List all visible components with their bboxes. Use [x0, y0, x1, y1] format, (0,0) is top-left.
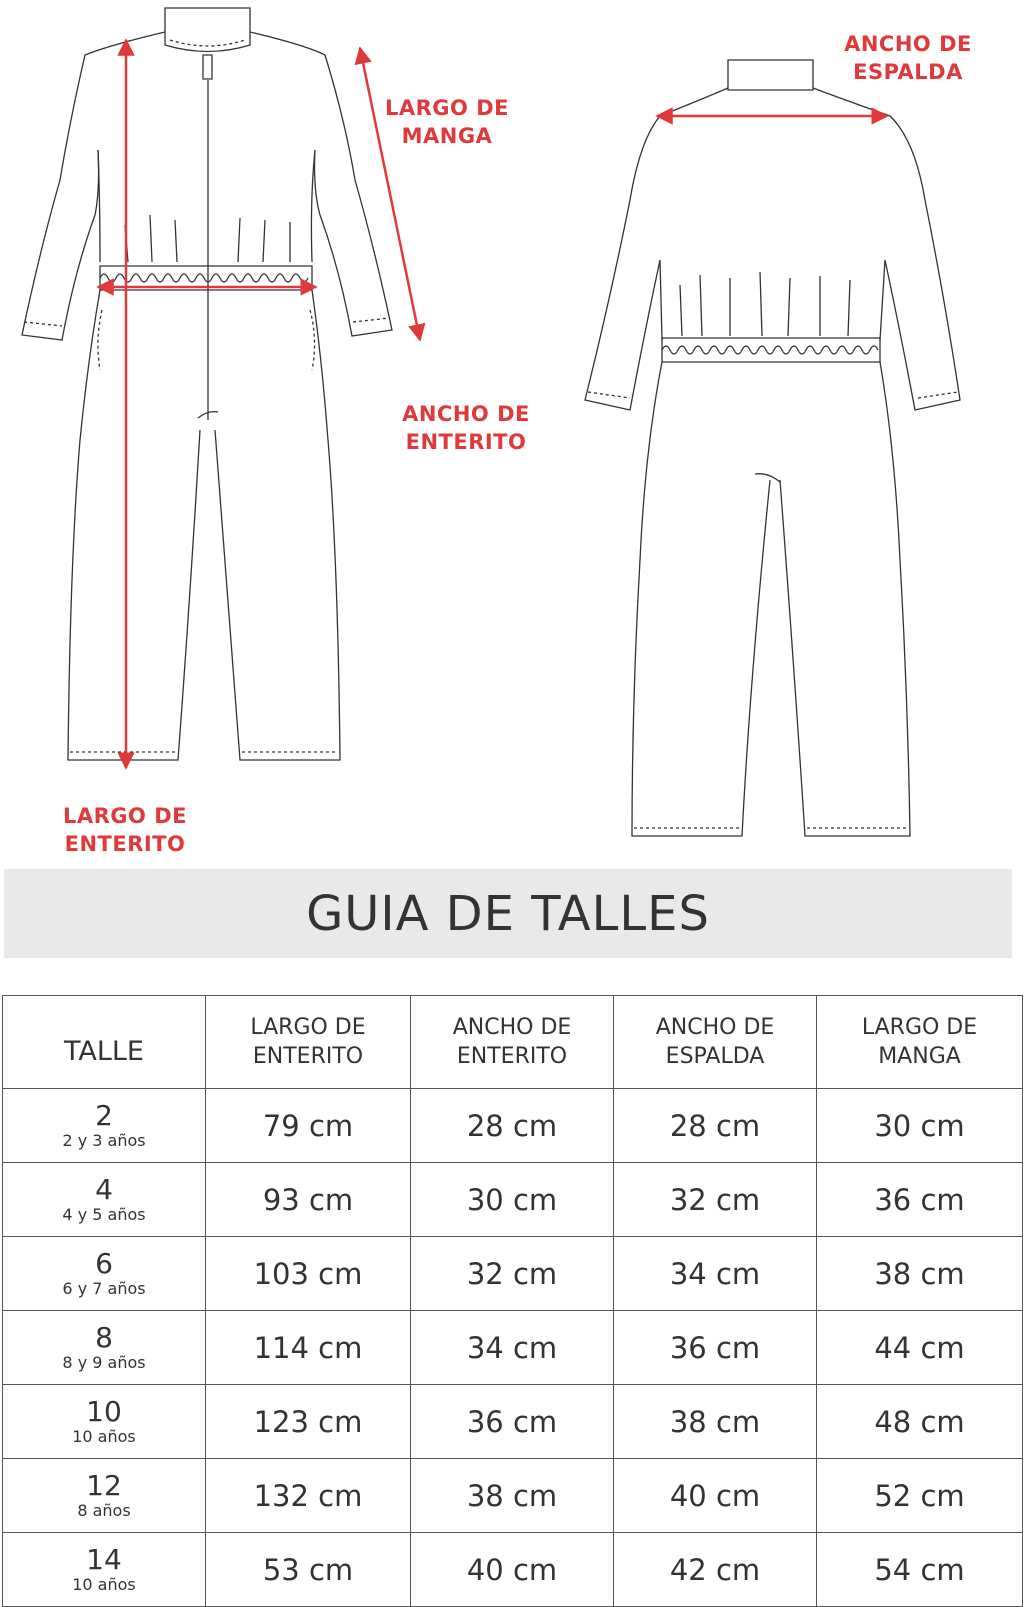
ancho-espalda-cell: 40 cm [614, 1459, 817, 1533]
ancho-enterito-cell: 40 cm [411, 1533, 614, 1607]
largo-manga-cell: 52 cm [817, 1459, 1023, 1533]
table-row [3, 1533, 1023, 1607]
largo-manga-cell: 44 cm [817, 1311, 1023, 1385]
label-largo-manga: LARGO DE MANGA [385, 96, 509, 148]
largo-manga-cell: 54 cm [817, 1533, 1023, 1607]
page-title: GUIA DE TALLES [306, 885, 710, 942]
table-row [3, 1459, 1023, 1533]
size-table [2, 995, 1023, 1607]
header-talle: TALLE [3, 996, 206, 1089]
talle-cell [3, 1533, 206, 1607]
largo-enterito-cell: 114 cm [206, 1311, 411, 1385]
largo-enterito-cell: 79 cm [206, 1089, 411, 1163]
size-number: 12 [86, 1468, 122, 1502]
talle-cell [3, 1459, 206, 1533]
ancho-espalda-cell: 36 cm [614, 1311, 817, 1385]
size-age: 8 y 9 años [62, 1352, 146, 1372]
size-age: 8 años [77, 1500, 131, 1520]
ancho-enterito-cell: 34 cm [411, 1311, 614, 1385]
talle-cell [3, 1237, 206, 1311]
largo-manga-cell: 36 cm [817, 1163, 1023, 1237]
label-ancho-enterito: ANCHO DE ENTERITO [402, 402, 530, 454]
largo-enterito-cell: 93 cm [206, 1163, 411, 1237]
label-ancho-espalda: ANCHO DE ESPALDA [844, 32, 972, 84]
table-row [3, 1163, 1023, 1237]
size-age: 10 años [72, 1574, 136, 1594]
table-row [3, 1385, 1023, 1459]
header-largo-manga: LARGO DE MANGA [817, 996, 1023, 1089]
front-view-jumpsuit [22, 8, 392, 760]
ancho-enterito-cell: 38 cm [411, 1459, 614, 1533]
back-view-jumpsuit [585, 60, 960, 836]
size-age: 2 y 3 años [62, 1130, 146, 1150]
ancho-espalda-cell: 38 cm [614, 1385, 817, 1459]
largo-manga-cell: 48 cm [817, 1385, 1023, 1459]
table-row [3, 1237, 1023, 1311]
size-number: 2 [95, 1098, 113, 1132]
size-age: 4 y 5 años [62, 1204, 146, 1224]
ancho-espalda-cell: 42 cm [614, 1533, 817, 1607]
table-header-row [3, 996, 1023, 1089]
size-number: 14 [86, 1542, 122, 1576]
ancho-enterito-cell: 36 cm [411, 1385, 614, 1459]
size-number: 6 [95, 1246, 113, 1280]
header-ancho-espalda: ANCHO DE ESPALDA [614, 996, 817, 1089]
size-number: 4 [95, 1172, 113, 1206]
ancho-enterito-cell: 30 cm [411, 1163, 614, 1237]
ancho-espalda-cell: 34 cm [614, 1237, 817, 1311]
talle-cell [3, 1311, 206, 1385]
largo-enterito-cell: 123 cm [206, 1385, 411, 1459]
ancho-espalda-cell: 32 cm [614, 1163, 817, 1237]
largo-manga-cell: 38 cm [817, 1237, 1023, 1311]
ancho-espalda-cell: 28 cm [614, 1089, 817, 1163]
header-ancho-enterito: ANCHO DE ENTERITO [411, 996, 614, 1089]
largo-enterito-cell: 132 cm [206, 1459, 411, 1533]
table-row [3, 1311, 1023, 1385]
ancho-enterito-cell: 32 cm [411, 1237, 614, 1311]
table-row [3, 1089, 1023, 1163]
label-largo-enterito: LARGO DE ENTERITO [63, 804, 187, 856]
header-largo-enterito: LARGO DE ENTERITO [206, 996, 411, 1089]
ancho-enterito-cell: 28 cm [411, 1089, 614, 1163]
largo-manga-cell: 30 cm [817, 1089, 1023, 1163]
talle-cell [3, 1385, 206, 1459]
largo-manga-arrow [360, 48, 420, 340]
largo-enterito-cell: 53 cm [206, 1533, 411, 1607]
largo-enterito-cell: 103 cm [206, 1237, 411, 1311]
talle-cell [3, 1163, 206, 1237]
title-banner [4, 869, 1012, 958]
size-number: 8 [95, 1320, 113, 1354]
size-age: 10 años [72, 1426, 136, 1446]
size-age: 6 y 7 años [62, 1278, 146, 1298]
talle-cell [3, 1089, 206, 1163]
size-number: 10 [86, 1394, 122, 1428]
